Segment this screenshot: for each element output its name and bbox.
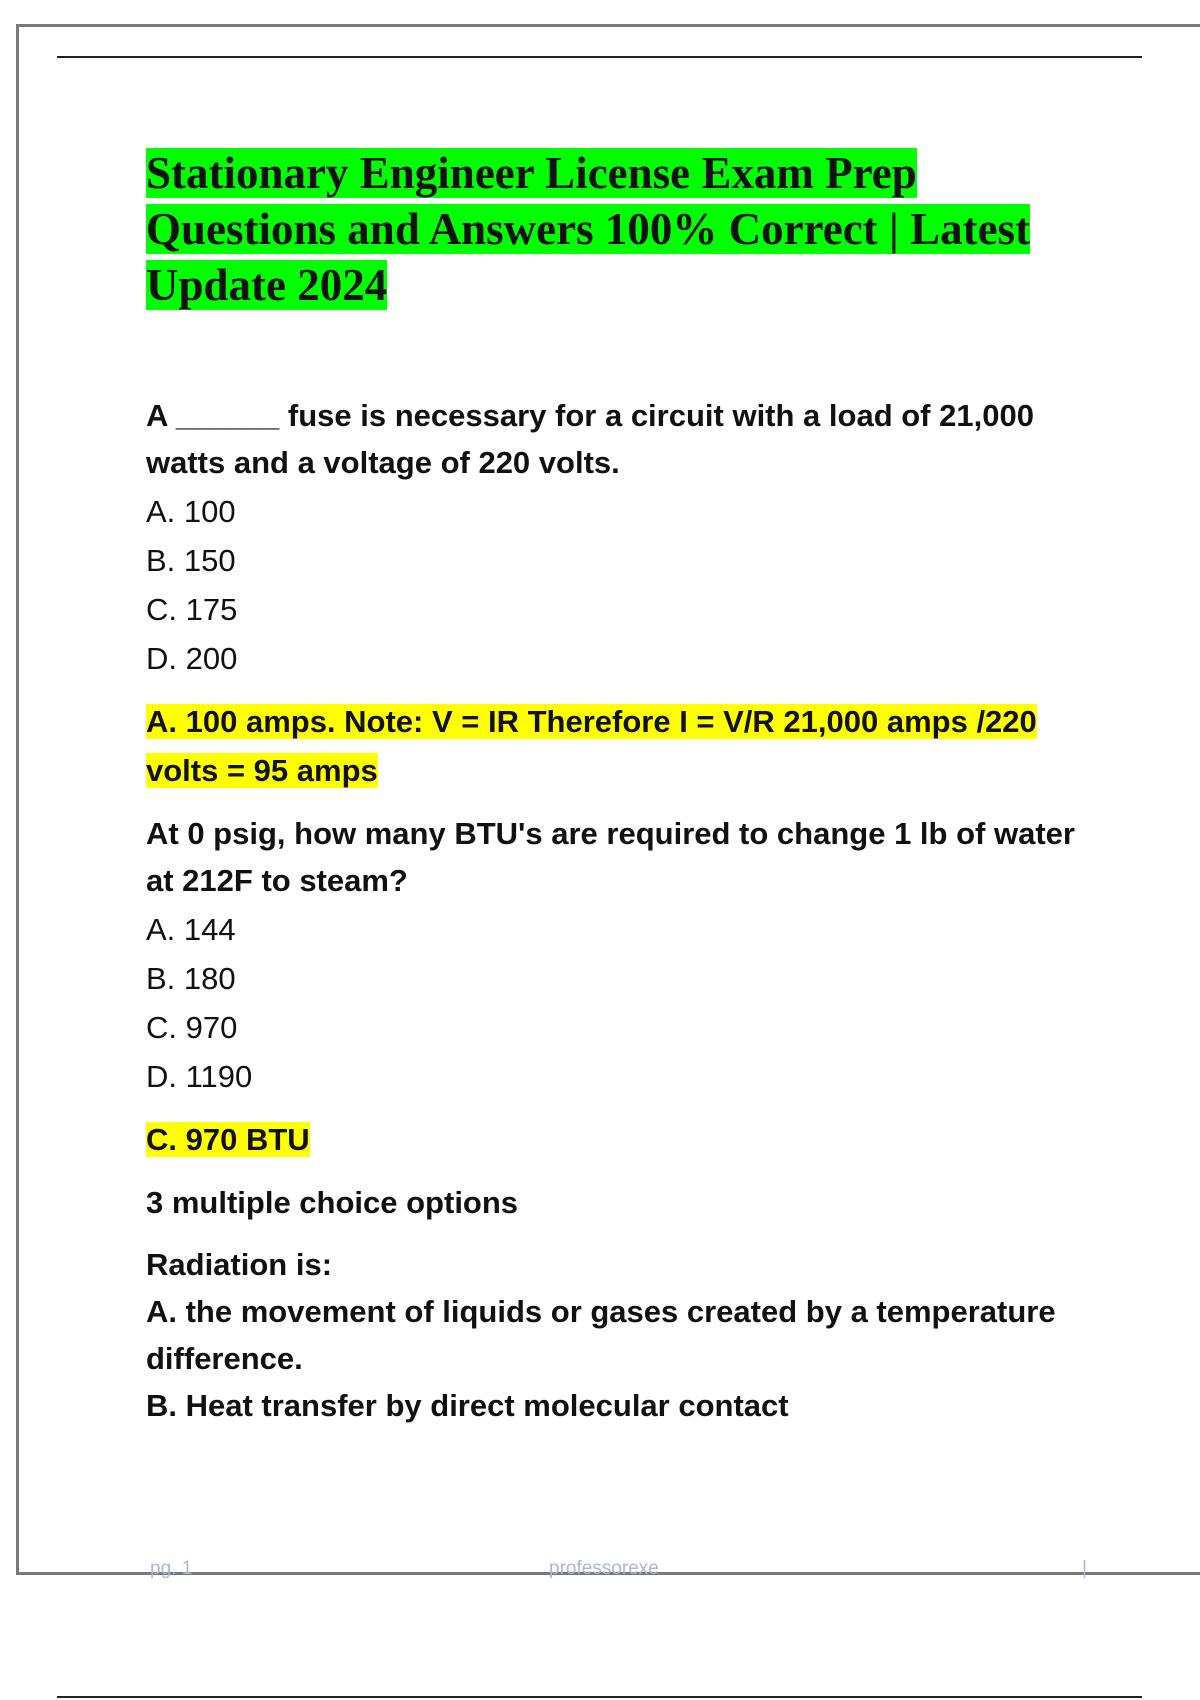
- footer-page-number: pg. 1: [150, 1558, 193, 1579]
- question-1-option-c: C. 175: [146, 592, 238, 627]
- footer-brand: professorexe: [549, 1558, 659, 1579]
- question-1: A ______ fuse is necessary for a circuit with a load of 21,000 watts and a voltage of 220 volts.: [146, 398, 1034, 480]
- question-1-option-a: A. 100: [146, 494, 236, 529]
- question-3-option-b: B. Heat transfer by direct molecular contact: [146, 1388, 789, 1423]
- page-frame-top: [16, 24, 1200, 27]
- document-body: [146, 392, 1096, 1429]
- footer-right-mark: |: [1082, 1558, 1087, 1579]
- question-2-option-b: B. 180: [146, 961, 236, 996]
- document-title-text: Stationary Engineer License Exam Prep Questions and Answers 100% Correct | Latest Update 2024: [146, 148, 1031, 310]
- question-2-answer-text: C. 970 BTU: [146, 1122, 310, 1157]
- question-2-option-d: D. 1190: [146, 1059, 253, 1094]
- question-1-option-b: B. 150: [146, 543, 236, 578]
- note-text: 3 multiple choice options: [146, 1185, 519, 1220]
- question-1-answer: [146, 697, 1096, 795]
- question-1-answer-text: A. 100 amps. Note: V = IR Therefore I = V/R 21,000 amps /220 volts = 95 amps: [146, 704, 1037, 788]
- question-3-option-a: A. the movement of liquids or gases created by a temperature difference.: [146, 1294, 1056, 1376]
- page-frame-left: [16, 24, 19, 1575]
- document-title: [146, 145, 1046, 313]
- question-3: Radiation is:: [146, 1247, 333, 1282]
- question-2-option-a: A. 144: [146, 912, 236, 947]
- question-2: At 0 psig, how many BTU's are required to change 1 lb of water at 212F to steam?: [146, 816, 1075, 898]
- question-1-option-d: D. 200: [146, 641, 238, 676]
- question-2-answer: [146, 1115, 1096, 1164]
- bottom-rule: [57, 1696, 1142, 1698]
- header-rule: [57, 56, 1142, 58]
- question-2-option-c: C. 970: [146, 1010, 238, 1045]
